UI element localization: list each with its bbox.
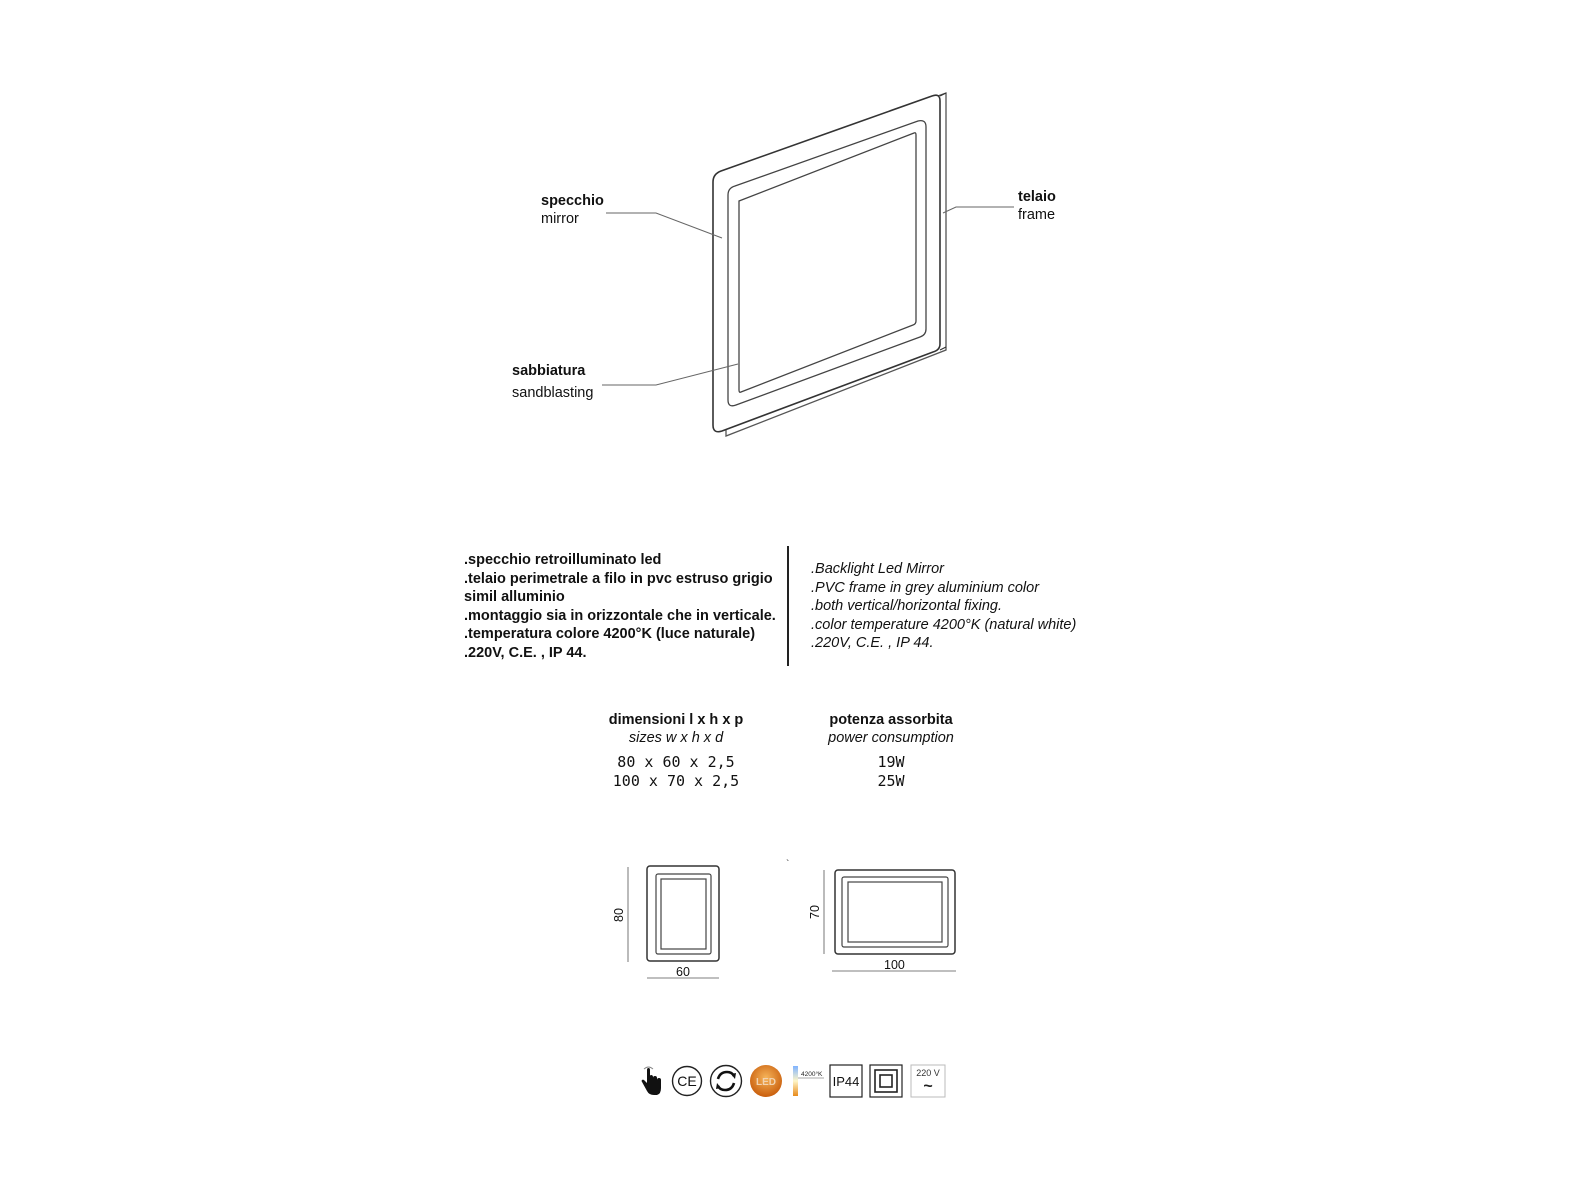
touch-switch-icon <box>638 1063 664 1099</box>
sizes-header-en: sizes w x h x d <box>628 730 724 746</box>
callout-mirror-it: specchio <box>541 193 604 209</box>
callout-mirror <box>541 193 604 227</box>
voltage-icon <box>910 1063 946 1099</box>
drawing-60x80 <box>628 866 719 978</box>
led-icon-text: LED <box>756 1077 776 1088</box>
callout-frame-it: telaio <box>1018 189 1056 205</box>
ce-mark-icon <box>670 1063 704 1099</box>
svg-text:`: ` <box>786 859 790 870</box>
mirror-perspective-drawing <box>0 0 1585 520</box>
color-temperature-text: 4200°K <box>801 1071 823 1078</box>
spec-it-line: .220V, C.E. , IP 44. <box>464 644 587 661</box>
callout-frame <box>1018 189 1056 223</box>
height-label-80: 80 <box>611 908 626 922</box>
callout-sandblasting-en: sandblasting <box>512 385 594 401</box>
spec-en-line: .PVC frame in grey aluminium color <box>811 579 1040 596</box>
callout-sandblasting <box>512 363 593 401</box>
voltage-text: 220 V <box>916 1068 940 1078</box>
power-row: 25W <box>877 772 905 790</box>
spec-divider <box>787 546 789 666</box>
sizes-column <box>588 712 764 791</box>
callout-sandblasting-it: sabbiatura <box>512 363 586 379</box>
sizes-row: 100 x 70 x 2,5 <box>612 772 740 790</box>
callout-frame-en: frame <box>1018 207 1056 223</box>
spec-it-line: .montaggio sia in orizzontale che in verticale. <box>464 607 776 624</box>
spec-en-line: .220V, C.E. , IP 44. <box>811 635 934 651</box>
rotate-orientation-icon <box>708 1063 744 1099</box>
specs-italian <box>464 551 789 662</box>
led-icon <box>748 1063 784 1099</box>
width-label-100: 100 <box>884 958 905 972</box>
spec-en-line: .Backlight Led Mirror <box>811 561 944 577</box>
ip-rating-text: IP44 <box>832 1074 860 1089</box>
power-header-en: power consumption <box>828 730 954 746</box>
height-label-70: 70 <box>807 905 822 919</box>
spec-it-line: .telaio perimetrale a filo in pvc estruso grigio <box>464 570 773 587</box>
svg-text:CE: CE <box>677 1073 697 1089</box>
sizes-header-it: dimensioni l x h x p <box>608 712 744 728</box>
specs-english <box>811 560 1131 653</box>
color-temperature-icon <box>790 1063 826 1099</box>
power-header-it: potenza assorbita <box>829 712 953 728</box>
front-view-drawings <box>600 850 980 990</box>
spec-en-line: .both vertical/horizontal fixing. <box>811 598 1003 614</box>
spec-it-line: .specchio retroilluminato led <box>464 552 662 568</box>
voltage-symbol: ~ <box>923 1078 933 1095</box>
class-ii-insulation-icon <box>869 1063 903 1099</box>
width-label-60: 60 <box>676 965 690 979</box>
power-column <box>805 712 977 791</box>
ip-rating-icon <box>829 1063 863 1099</box>
callout-mirror-en: mirror <box>541 211 579 227</box>
power-row: 19W <box>877 753 905 771</box>
spec-it-line: simil alluminio <box>464 589 565 605</box>
spec-en-line: .color temperature 4200°K (natural white) <box>811 616 1077 633</box>
sizes-row: 80 x 60 x 2,5 <box>617 753 735 771</box>
spec-it-line: .temperatura colore 4200°K (luce naturale) <box>464 626 756 642</box>
